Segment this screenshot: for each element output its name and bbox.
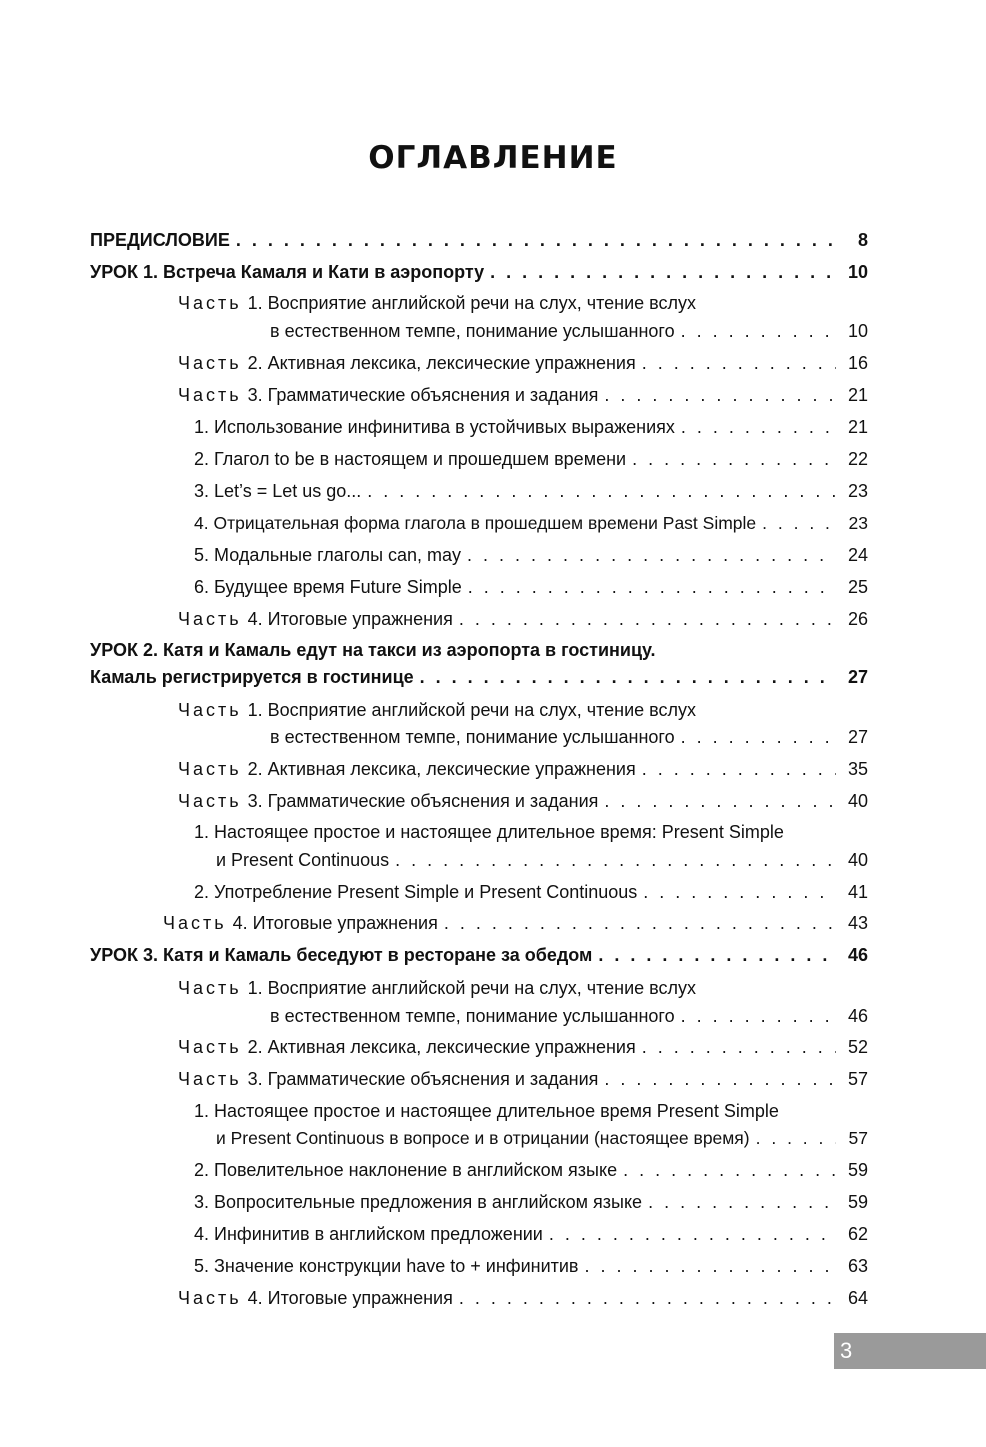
toc-entry-text: в естественном темпе, понимание услышанного [270, 727, 675, 747]
dot-leader [549, 1222, 836, 1246]
part-label: Часть [178, 353, 242, 373]
toc-page-number: 57 [848, 1128, 868, 1148]
toc-entry-l2-item1[interactable] [216, 848, 868, 872]
part-label: Часть [178, 609, 242, 629]
toc-entry-text: УРОК 3. Катя и Камаль беседуют в ресторане за обедом [90, 945, 593, 965]
toc-page-number: 43 [847, 913, 868, 933]
toc-entry-l1-part1-first-line[interactable] [178, 291, 696, 315]
toc-entry-l2-part1[interactable] [270, 725, 868, 749]
toc-entry-text: 5. Модальные глаголы can, may [194, 545, 462, 565]
toc-entry-text: 2. Употребление Present Simple и Present Continuous [194, 882, 638, 902]
toc-entry-l1-part3[interactable] [178, 383, 868, 407]
toc-entry-text: и Present Continuous в вопросе и в отрицании (настоящее время) [216, 1128, 750, 1148]
toc-entry-text: в естественном темпе, понимание услышанного [270, 321, 675, 341]
dot-leader [642, 351, 836, 375]
toc-entry-text: 1. Использование инфинитива в устойчивых выражениях [194, 417, 675, 437]
toc-entry-text: 4. Отрицательная форма глагола в прошедшем времени Past Simple [194, 513, 757, 533]
dot-leader [236, 228, 836, 252]
part-label: Часть [178, 759, 242, 779]
toc-entry-text: 4. Итоговые упражнения [247, 1288, 453, 1308]
toc-entry-text: 4. Инфинитив в английском предложении [194, 1224, 543, 1244]
toc-entry-text: УРОК 1. Встреча Камаля и Кати в аэропорту [90, 262, 485, 282]
dot-leader [632, 447, 836, 471]
toc-entry-lesson-3[interactable] [90, 943, 868, 967]
dot-leader [642, 757, 836, 781]
toc-entry-text: 3. Вопросительные предложения в английском языке [194, 1192, 643, 1212]
page-number-tab: 3 [834, 1333, 986, 1369]
toc-entry-text: 5. Значение конструкции have to + инфинитив [194, 1256, 579, 1276]
toc-page-number: 27 [847, 667, 868, 687]
toc-page-number: 57 [847, 1069, 868, 1089]
toc-entry-text: 2. Активная лексика, лексические упражнения [247, 1037, 636, 1057]
toc-entry-l2-part4[interactable] [163, 911, 868, 935]
toc-entry-l2-part3[interactable] [178, 789, 868, 813]
toc-page-number: 27 [847, 727, 868, 747]
toc-entry-preface[interactable] [90, 228, 868, 252]
toc-entry-text: Камаль регистрируется в гостинице [90, 667, 414, 687]
toc-entry-l1-item4[interactable] [194, 511, 868, 535]
part-label: Часть [163, 913, 227, 933]
toc-entry-l1-item5[interactable] [194, 543, 868, 567]
dot-leader [467, 543, 836, 567]
toc-entry-l1-item6[interactable] [194, 575, 868, 599]
toc-entry-l3-item4[interactable] [194, 1222, 868, 1246]
part-label: Часть [178, 293, 242, 313]
toc-page-number: 16 [847, 353, 868, 373]
toc-page-number: 21 [847, 385, 868, 405]
toc-entry-l3-part1-first-line[interactable] [178, 976, 696, 1000]
toc-entry-text: 3. Грамматические объяснения и задания [247, 791, 599, 811]
toc-entry-l3-item1[interactable] [216, 1126, 868, 1150]
toc-entry-text: 3. Грамматические объяснения и задания [247, 385, 599, 405]
toc-entry-text: 3. Грамматические объяснения и задания [247, 1069, 599, 1089]
toc-page-number: 62 [847, 1224, 868, 1244]
dot-leader [681, 415, 836, 439]
toc-entry-l1-item2[interactable] [194, 447, 868, 471]
toc-entry-text: 3. Let’s = Let us go... [194, 481, 362, 501]
toc-entry-l3-item2[interactable] [194, 1158, 868, 1182]
toc-entry-text: 1. Восприятие английской речи на слух, чтение вслух [247, 978, 697, 998]
toc-entry-text: в естественном темпе, понимание услышанного [270, 1006, 675, 1026]
dot-leader [756, 1126, 836, 1150]
dot-leader [762, 511, 836, 535]
toc-entry-text: 4. Итоговые упражнения [232, 913, 438, 933]
toc-entry-l3-part1[interactable] [270, 1004, 868, 1028]
dot-leader [420, 665, 836, 689]
toc-page-number: 46 [847, 1006, 868, 1026]
toc-entry-l3-item1-first-line[interactable]: 1. Настоящее простое и настоящее длительное время Present Simple [194, 1101, 779, 1121]
toc-page-number: 52 [847, 1037, 868, 1057]
part-label: Часть [178, 1069, 242, 1089]
dot-leader [681, 1004, 836, 1028]
page-title: ОГЛАВЛЕНИЕ [368, 140, 618, 176]
toc-page-number: 46 [847, 945, 868, 965]
toc-entry-l3-item5[interactable] [194, 1254, 868, 1278]
toc-page-number: 10 [847, 321, 868, 341]
dot-leader [598, 943, 836, 967]
toc-page-number: 25 [847, 577, 868, 597]
toc-page-number: 10 [847, 262, 868, 282]
toc-entry-text: 2. Активная лексика, лексические упражнения [247, 759, 636, 779]
dot-leader [604, 383, 836, 407]
dot-leader [585, 1254, 837, 1278]
dot-leader [623, 1158, 836, 1182]
dot-leader [367, 479, 836, 503]
toc-entry-text: 4. Итоговые упражнения [247, 609, 453, 629]
dot-leader [681, 725, 836, 749]
part-label: Часть [178, 700, 242, 720]
toc-page-number: 41 [847, 882, 868, 902]
toc-entry-l1-part1[interactable] [270, 319, 868, 343]
dot-leader [444, 911, 836, 935]
toc-page-number: 59 [847, 1192, 868, 1212]
toc-page-number: 23 [848, 513, 868, 533]
toc-page-number: 22 [847, 449, 868, 469]
toc-entry-l2-item1-first-line[interactable]: 1. Настоящее простое и настоящее длительное время: Present Simple [194, 822, 784, 842]
toc-page-number: 64 [847, 1288, 868, 1308]
toc-entry-l3-part4[interactable] [178, 1286, 868, 1310]
toc-entry-text: 6. Будущее время Future Simple [194, 577, 462, 597]
toc-page-number: 8 [857, 230, 868, 250]
toc-entry-l2-item2[interactable] [194, 880, 868, 904]
toc-entry-text: и Present Continuous [216, 850, 390, 870]
toc-page-number: 63 [847, 1256, 868, 1276]
toc-entry-text: ПРЕДИСЛОВИЕ [90, 230, 230, 250]
toc-entry-lesson-1[interactable] [90, 260, 868, 284]
toc-entry-l1-part2[interactable] [178, 351, 868, 375]
toc-entry-text: 2. Повелительное наклонение в английском языке [194, 1160, 618, 1180]
toc-entry-l1-item1[interactable] [194, 415, 868, 439]
toc-page-number: 21 [847, 417, 868, 437]
dot-leader [490, 260, 836, 284]
dot-leader [648, 1190, 836, 1214]
toc-page-number: 59 [847, 1160, 868, 1180]
toc-page-number: 35 [847, 759, 868, 779]
toc-entry-l1-item3[interactable] [194, 479, 868, 503]
toc-entry-l3-part2[interactable] [178, 1035, 868, 1059]
dot-leader [642, 1035, 836, 1059]
toc-page-number: 40 [847, 791, 868, 811]
toc-entry-lesson-2[interactable] [90, 665, 868, 689]
dot-leader [459, 1286, 836, 1310]
toc-entry-l2-part2[interactable] [178, 757, 868, 781]
toc-entry-text: 1. Восприятие английской речи на слух, чтение вслух [247, 293, 697, 313]
toc-entry-l3-item3[interactable] [194, 1190, 868, 1214]
toc-entry-l3-part3[interactable] [178, 1067, 868, 1091]
dot-leader [468, 575, 836, 599]
toc-page-number: 40 [847, 850, 868, 870]
part-label: Часть [178, 1037, 242, 1057]
dot-leader [459, 607, 836, 631]
toc-entry-text: 2. Глагол to be в настоящем и прошедшем времени [194, 449, 627, 469]
toc-entry-lesson-2-first-line[interactable]: УРОК 2. Катя и Камаль едут на такси из аэропорта в гостиницу. [90, 640, 656, 660]
toc-entry-text: 1. Восприятие английской речи на слух, чтение вслух [247, 700, 697, 720]
part-label: Часть [178, 385, 242, 405]
part-label: Часть [178, 978, 242, 998]
dot-leader [604, 789, 836, 813]
dot-leader [643, 880, 836, 904]
part-label: Часть [178, 1288, 242, 1308]
dot-leader [681, 319, 836, 343]
toc-page-number: 24 [847, 545, 868, 565]
dot-leader [604, 1067, 836, 1091]
toc-entry-text: 2. Активная лексика, лексические упражнения [247, 353, 636, 373]
toc-page-number: 26 [847, 609, 868, 629]
toc-entry-l2-part1-first-line[interactable] [178, 698, 696, 722]
part-label: Часть [178, 791, 242, 811]
toc-page-number: 23 [847, 481, 868, 501]
dot-leader [395, 848, 836, 872]
toc-entry-l1-part4[interactable] [178, 607, 868, 631]
